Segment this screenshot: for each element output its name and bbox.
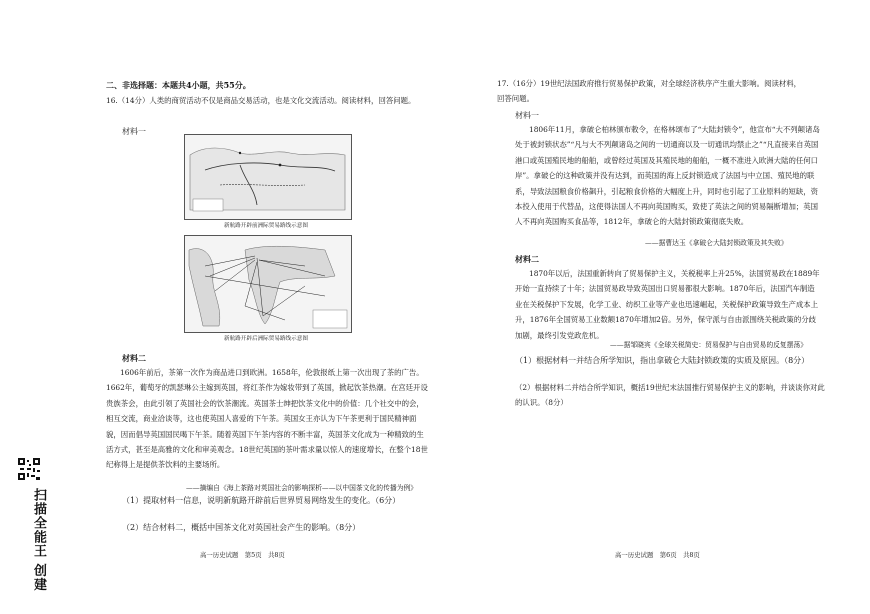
right-material1-text: 1806年11月，拿破仑柏林颁布敕令，在格林颂布了“大陆封锁令”，他宣布“大不列颠诸岛处于被封锁状态”“凡与大不列颠诸岛之间的一切通商以及一切通讯均禁止之”“凡直接来自英国港口或英国殖民地的船舶，或曾经过英国及其殖民地的船舶，一概不准进入欧洲大陆的任何口岸”。拿破仑的这种政策并没有达到，而英国的海上反封锁造成了法国与中立国、殖民地的联系，导致法国粮食价格飙升，引起粮食价格的大幅度上升，同时也引起了工业原料的短缺，资本投入使用于代替品，这使得法国人不再向英国购买，致使了英法之间的贸易隔断增加；英国人不再向英国购买食品等，1812年，拿破仑的大陆封锁政策彻底失败。 [515, 125, 820, 227]
map-after-svg [185, 236, 351, 332]
right-material2-label: 材料二 [515, 254, 539, 264]
q16-part1: （1）提取材料一信息，说明新航路开辟前后世界贸易网络发生的变化。（6分） [122, 496, 401, 505]
material2-text: 1606年前后，茶第一次作为商品进口到欧洲。1658年，伦敦报纸上第一次出现了茶的广告。1662年，葡萄牙的凯瑟琳公主嫁到英国，将红茶作为嫁妆带到了英国，掀起饮茶热潮。在宫廷开设贵族茶会，由此引领了英国社会的饮茶潮流。英国茶士绅把饮茶文化中的价值：几个社交中的会，相互交流，商业洽谈等，这也使英国人喜爱的下午茶。英国女王亦认为下午茶更利于国民精神面貌，因而倡导英国国民喝下午茶。随着英国下午茶内容的不断丰富，英国茶文化成为一种精致的生活方式，甚至是高雅的文化和审美观念。18世纪英国的茶叶需求量以惊人的速度增长，在整个18世纪称得上是提供茶饮料的主要场所。 [106, 368, 428, 470]
map-before-navigation [184, 134, 352, 220]
q17-part1: （1）根据材料一并结合所学知识，指出拿破仑大陆封锁政策的实质及原因。（8分） [515, 356, 810, 365]
section-title: 二、非选择题：本题共4小题，共55分。 [106, 80, 251, 90]
material1-label: 材料一 [122, 127, 146, 136]
map1-caption: 新航路开辟前洲际贸易路线示意图 [224, 223, 308, 229]
right-material1-source: ——据曹达玉《拿破仑大陆封锁政策及其失败》 [645, 239, 788, 247]
map2-caption: 新航路开辟后洲际贸易路线示意图 [224, 336, 308, 342]
material2-source: ——摘编自《海上茶路对英国社会的影响探析——以中国茶文化的传播为例》 [186, 484, 418, 492]
map-after-navigation [184, 235, 352, 333]
map-before-svg [185, 135, 351, 219]
q16-part2: （2）结合材料二，概括中国茶文化对英国社会产生的影响。（8分） [122, 523, 361, 532]
q17-part2: （2）根据材料二并结合所学知识，概括19世纪末法国推行贸易保护主义的影响，并谈谈你对此的认识。（8分） [515, 383, 825, 408]
q17-intro: 17.（16分）19世纪法国政府推行贸易保护政策，对全球经济秩序产生重大影响。阅读材料，回答问题。 [497, 79, 802, 104]
right-material2-source: ——据邹晓宾《全球关税简史：贸易保护与自由贸易的反复摆荡》 [610, 341, 808, 349]
right-footer: 高一历史试题 第6页 共8页 [615, 551, 700, 559]
right-material1-label: 材料一 [515, 111, 539, 120]
left-footer: 高一历史试题 第5页 共8页 [200, 551, 285, 559]
right-page [445, 0, 870, 614]
right-material2-text: 1870年以后，法国重新转向了贸易保护主义，关税税率上升25%，法国贸易政在1889年开始一直持续了十年；法国贸易政导致英国出口贸易都很大影响。1870年后，法国汽车制造业在关税保护下发展，化学工业、纺织工业等产业也迅速崛起，关税保护政策导致生产成本上升，1876年全国贸易工业数额1870年增加2倍。另外，保守派与自由派围绕关税政策的分歧加剧，最终引发党政危机。 [515, 269, 820, 340]
scanner-watermark: 扫描全能王 创建 [31, 488, 46, 592]
material2-label: 材料二 [122, 353, 146, 363]
qr-code-icon [18, 458, 40, 480]
q16-intro: 16.（14分）人类的商贸活动不仅是商品交易活动，也是文化交流活动。阅读材料，回答问题。 [106, 96, 416, 105]
